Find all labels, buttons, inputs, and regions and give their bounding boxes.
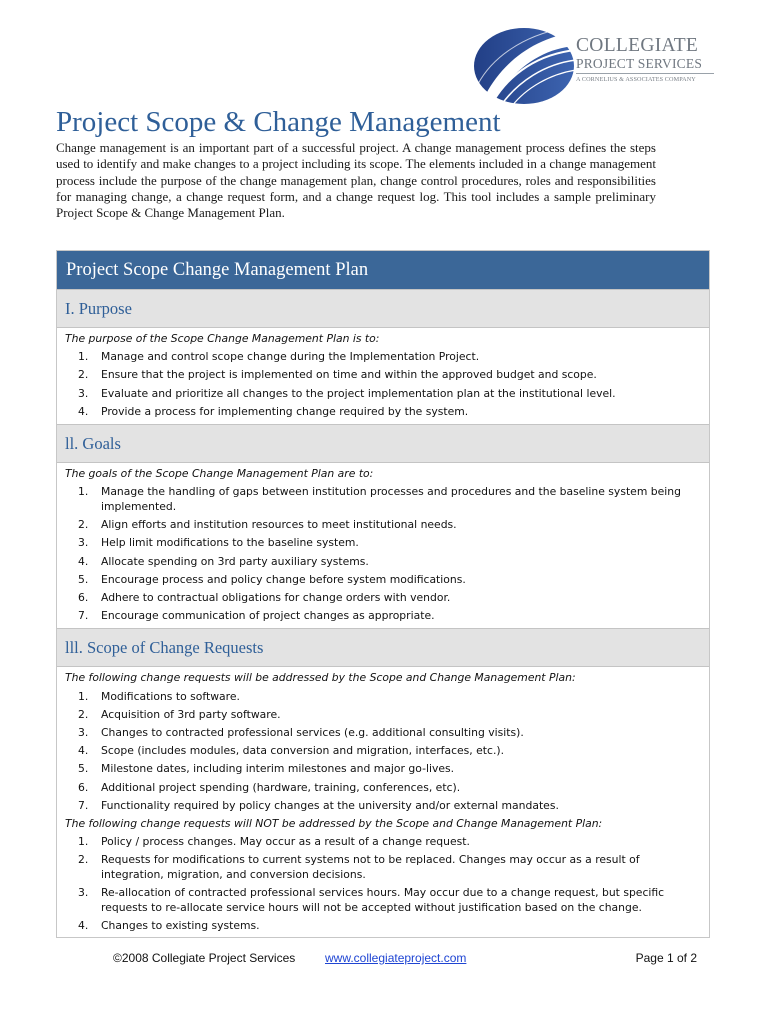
list-item [65,851,701,884]
goals-list [65,483,701,625]
footer-website-link[interactable]: www.collegiateproject.com [325,951,467,965]
item-text: Adhere to contractual obligations for change orders with vendor. [101,591,451,605]
item-number: 7. [78,609,89,623]
section-heading-goals: ll. Goals [57,424,709,463]
item-text: Scope (includes modules, data conversion and migration, interfaces, etc.). [101,744,505,758]
item-text: Re-allocation of contracted professional services hours. May occur due to a change request, but specific requests to re-allocate service hours will not be accepted without justification based on the change. [101,886,665,914]
list-item [65,706,701,724]
footer-page-number: Page 1 of 2 [635,951,697,965]
item-text: Provide a process for implementing change required by the system. [101,404,469,418]
item-text: Evaluate and prioritize all changes to the project implementation plan at the institutional level. [101,386,616,400]
item-number: 6. [78,780,89,794]
item-text: Functionality required by policy changes at the university and/or external mandates. [101,798,559,812]
list-item [65,779,701,797]
list-item [65,589,701,607]
item-number: 4. [78,919,89,933]
section-body-purpose [57,328,709,424]
section-lead: The purpose of the Scope Change Management Plan is to: [65,332,380,345]
list-item [65,917,701,935]
list-item [65,607,701,625]
item-text: Manage and control scope change during the Implementation Project. [101,350,480,364]
footer-copyright: ©2008 Collegiate Project Services [113,951,296,965]
list-item [65,403,701,421]
list-item [65,348,701,366]
purpose-list [65,348,701,421]
list-item [65,760,701,778]
logo-name: COLLEGIATE [576,35,699,56]
list-item [65,553,701,571]
item-text: Encourage process and policy change before system modifications. [101,572,466,586]
page-footer [113,951,697,967]
section-lead: The following change requests will be addressed by the Scope and Change Management Plan: [65,671,576,685]
intro-paragraph: Change management is an important part of a successful project. A change management process defines the steps used to identify and make changes to a project including its scope. The elements included in a change management process include the purpose of the change management plan, change control procedures, roles and responsibilities for managing change, a change request form, and a change request log. This tool includes a sample preliminary Project Scope & Change Management Plan. [56,140,656,221]
item-number: 4. [78,554,89,568]
item-text: Ensure that the project is implemented on time and within the approved budget and scope. [101,368,597,382]
list-item [65,797,701,815]
section-heading-purpose: I. Purpose [57,289,709,328]
plan-header: Project Scope Change Management Plan [57,251,709,289]
item-number: 3. [78,536,89,550]
item-text: Changes to contracted professional services (e.g. additional consulting visits). [101,726,524,740]
item-number: 4. [78,404,89,418]
list-item [65,688,701,706]
list-item [65,483,701,516]
item-text: Help limit modifications to the baseline system. [101,536,359,550]
list-item [65,366,701,384]
item-number: 3. [78,886,89,900]
item-number: 1. [78,350,89,364]
logo-tagline: A CORNELIUS & ASSOCIATES COMPANY [576,76,696,83]
logo-divider [576,73,714,74]
item-number: 6. [78,591,89,605]
plan-table [56,250,710,938]
item-text: Align efforts and institution resources to meet institutional needs. [101,518,457,532]
item-number: 3. [78,726,89,740]
item-number: 4. [78,744,89,758]
logo-swoosh-icon [472,24,576,108]
scope-excluded-list [65,833,701,935]
item-number: 2. [78,368,89,382]
item-text: Milestone dates, including interim milestones and major go-lives. [101,762,455,776]
list-item [65,742,701,760]
item-text: Allocate spending on 3rd party auxiliary systems. [101,554,369,568]
item-text: Changes to existing systems. [101,919,260,933]
list-item [65,516,701,534]
item-number: 1. [78,835,89,849]
item-number: 5. [78,762,89,776]
list-item [65,724,701,742]
list-item [65,884,701,917]
list-item [65,571,701,589]
item-text: Manage the handling of gaps between institution processes and procedures and the baseline system being implemented. [101,485,681,513]
list-item [65,534,701,552]
section-lead-excluded: The following change requests will NOT be addressed by the Scope and Change Management Plan: [65,817,603,831]
item-number: 3. [78,386,89,400]
item-text: Modifications to software. [101,689,240,703]
section-heading-scope: lll. Scope of Change Requests [57,628,709,667]
item-text: Requests for modifications to current systems not to be replaced. Changes may occur as a result of integration, migration, and conversion decisions. [101,853,640,881]
item-number: 2. [78,853,89,867]
item-number: 5. [78,572,89,586]
section-body-goals [57,463,709,628]
item-text: Additional project spending (hardware, training, conferences, etc). [101,780,461,794]
section-lead: The goals of the Scope Change Management Plan are to: [65,467,374,481]
item-text: Encourage communication of project changes as appropriate. [101,609,435,623]
scope-included-list [65,688,701,815]
logo-subtitle: PROJECT SERVICES [576,56,703,71]
item-number: 1. [78,689,89,703]
item-number: 1. [78,485,89,499]
section-body-scope [57,667,709,938]
item-text: Acquisition of 3rd party software. [101,707,281,721]
item-number: 2. [78,707,89,721]
company-logo [472,24,722,108]
list-item [65,385,701,403]
item-number: 7. [78,798,89,812]
item-number: 2. [78,518,89,532]
page-title: Project Scope & Change Management [56,106,501,138]
list-item [65,833,701,851]
item-text: Policy / process changes. May occur as a result of a change request. [101,835,470,849]
